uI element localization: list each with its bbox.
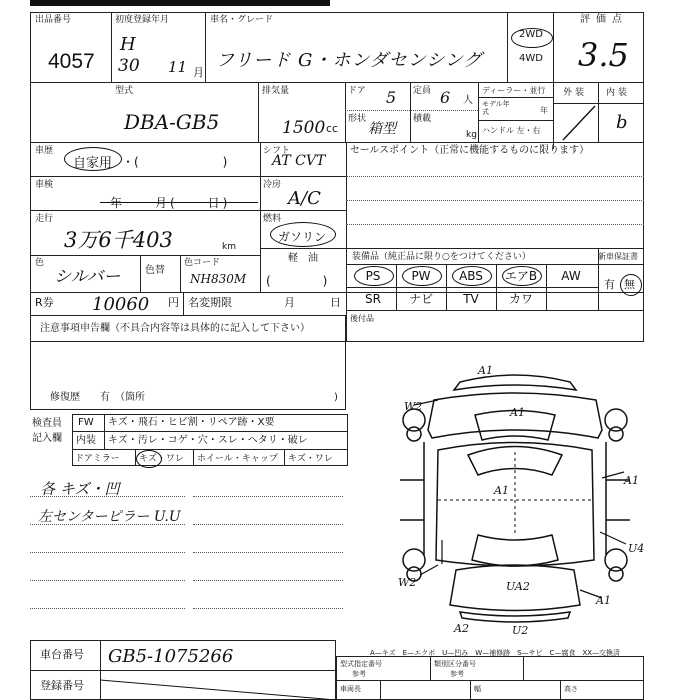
inspector-label-1: 検査員 [32, 418, 62, 429]
equipment-item-circle [502, 266, 542, 286]
inspector-row1-tag: FW [78, 417, 94, 428]
mileage-value: 3万6千403 [64, 228, 173, 252]
recycle-label: R券 [35, 296, 54, 309]
equipment-divider [496, 264, 497, 310]
length-label: 車両長 [340, 685, 361, 693]
handwritten-note-1: 各 キズ・凹 [40, 480, 120, 498]
shift-label: シフト [263, 146, 291, 156]
exterior-grade-slash [555, 104, 599, 142]
equipment-item-circle [354, 266, 394, 286]
usage-value[interactable]: 自家用 [73, 156, 113, 171]
chassis-label: 車台番号 [40, 648, 84, 661]
equipment-divider [446, 264, 447, 310]
shift-value: AT CVT [272, 153, 326, 169]
doors-label: ドア [348, 86, 366, 96]
inspection-value: 年 月( 日) [110, 196, 231, 210]
reg-no-strike [100, 670, 336, 700]
inspector-row3-a: ドアミラー [75, 454, 120, 464]
interior-grade: b [616, 112, 628, 133]
damage-mark: UA2 [506, 580, 530, 593]
equipment-item[interactable]: PS [365, 269, 381, 283]
warranty-yes[interactable]: 有 [604, 278, 615, 291]
usage-blank: ・( ) [122, 155, 228, 169]
equipment-item[interactable]: TV [463, 292, 479, 306]
capacity-unit: 人 [463, 95, 473, 106]
reg-era: H [120, 34, 136, 55]
body-value: 箱型 [368, 121, 396, 137]
score-label: 評価点 [580, 14, 628, 25]
type-cert-ref: 参考 [352, 670, 366, 678]
new-warranty-label: 新車保証書 [598, 252, 638, 261]
inspection-label: 車検 [35, 180, 54, 190]
damage-mark: W2 [398, 576, 417, 589]
mileage-unit: km [222, 242, 236, 252]
equipment-item-circle [452, 266, 492, 286]
damage-mark: W2 [404, 400, 423, 413]
width-label: 幅 [474, 685, 481, 693]
capacity-label: 定員 [413, 86, 432, 96]
damage-mark: A2 [454, 622, 469, 635]
fuel-value[interactable]: ガソリン [278, 230, 327, 244]
drive-4wd-label: 4WD [519, 53, 543, 64]
height-label: 高さ [564, 685, 578, 693]
equipment-item-circle [402, 266, 442, 286]
model-year-label: モデル年式 [482, 100, 510, 116]
damage-mark: A1 [478, 364, 493, 377]
model-name-label: 車名・グレード [210, 15, 274, 25]
sales-point-label: セールスポイント（正常に機能するものに限ります） [350, 145, 590, 156]
reg-year: 30 [118, 56, 140, 76]
damage-mark: U2 [512, 624, 529, 637]
body-label: 形状 [348, 114, 367, 124]
first-reg-label: 初度登録年月 [115, 15, 170, 25]
ac-label: 冷房 [263, 180, 282, 190]
score-value: 3.5 [578, 36, 629, 74]
damage-mark: A1 [510, 406, 525, 419]
inspector-label-2: 記入欄 [32, 433, 62, 444]
displacement-unit: cc [326, 122, 339, 135]
equipment-item[interactable]: ナビ [408, 292, 433, 306]
repair-close: ) [334, 392, 338, 403]
drive-2wd-label: 2WD [519, 29, 543, 40]
header-strip [30, 0, 330, 6]
reg-month-unit: 月 [193, 66, 204, 79]
inspector-row1-text: キズ・飛石・ヒビ割・リペア跡・X要 [108, 417, 275, 428]
reg-no-label: 登録番号 [40, 679, 84, 692]
equipment-item[interactable]: PW [411, 269, 431, 283]
aftermarket-label: 後付品 [350, 314, 374, 323]
displacement-label: 排気量 [262, 86, 290, 96]
spec-footer-frame [336, 656, 644, 700]
chassis-value: GB5-1075266 [108, 646, 234, 667]
warranty-no[interactable]: 無 [624, 278, 635, 291]
color-label: 色 [35, 258, 45, 268]
color-code-value: NH830M [190, 272, 247, 286]
equipment-item[interactable]: エアB [504, 269, 538, 283]
expiry-month: 月 [284, 296, 295, 309]
recycle-value: 10060 [92, 294, 150, 315]
inspector-row3-c: ホイール・キャップ [197, 454, 278, 464]
doors-value: 5 [386, 88, 397, 107]
handle-label: ハンドル 左・右 [482, 126, 541, 135]
class-label: 類別区分番号 [434, 660, 476, 668]
recycle-unit: 円 [168, 296, 179, 309]
inspector-row2-text: キズ・汚レ・コゲ・穴・スレ・ヘタリ・破レ [108, 435, 308, 446]
usage-circle [64, 147, 122, 171]
equipment-item[interactable]: ABS [459, 269, 483, 283]
equipment-divider [546, 264, 547, 310]
type-cert-label: 型式指定番号 [340, 660, 382, 668]
interior-label: 内装 [606, 88, 631, 98]
inspector-row3-d: キズ・ワレ [288, 454, 333, 464]
color-value: シルバー [54, 267, 121, 287]
model-year-unit: 年 [540, 106, 548, 115]
damage-mark: A1 [624, 474, 639, 487]
drive-4wd[interactable] [510, 52, 552, 70]
model-name: フリード G・ホンダセンシング [216, 50, 483, 71]
capacity-value: 6 [440, 88, 451, 107]
damage-mark: A1 [596, 594, 611, 607]
class-ref: 参考 [450, 670, 464, 678]
dealer-label: ディーラー・並行 [482, 86, 546, 95]
damage-legend: A—キズ E—エクボ U—凹み W—補修跡 S—サビ C—腐食 XX—交換済 [370, 649, 621, 657]
usage-label: 車歴 [35, 146, 54, 156]
damage-mark: A1 [494, 484, 509, 497]
exterior-label: 外装 [563, 88, 588, 98]
fuel-label: 燃料 [263, 214, 282, 224]
displacement-value: 1500 [282, 118, 326, 138]
oil-label: 軽 油 [288, 253, 318, 264]
equipment-item[interactable]: AW [561, 269, 581, 283]
warranty-no-circle [620, 274, 642, 296]
equipment-label: 装備品（純正品に限り○をつけてください） [352, 252, 531, 262]
expiry-day: 日 [330, 296, 341, 309]
damage-mark: U4 [628, 542, 645, 555]
expiry-label: 名変期限 [188, 296, 232, 309]
type-label: 型式 [115, 86, 134, 96]
equipment-item[interactable]: SR [365, 292, 381, 306]
lot-label: 出品番号 [35, 15, 72, 25]
reg-month: 11 [168, 58, 188, 76]
lot-number: 4057 [48, 50, 95, 73]
oil-blank: ( ) [266, 274, 332, 288]
fuel-circle [270, 222, 336, 247]
equipment-item[interactable]: カワ [508, 292, 533, 306]
ac-value: A/C [288, 188, 321, 209]
inspection-strike [100, 202, 258, 203]
load-unit: kg [466, 130, 477, 140]
handwritten-note-2: 左センターピラー U.U [38, 509, 181, 525]
mileage-label: 走行 [35, 214, 54, 224]
repair-label: 修復歴 有 （箇所 [50, 392, 145, 403]
drive-2wd-circle [511, 28, 553, 48]
color-change-label: 色替 [145, 265, 165, 276]
mirror-scratch-circle [136, 450, 162, 468]
inspector-row2-tag: 内装 [76, 435, 96, 446]
load-label: 積載 [413, 114, 432, 124]
equipment-divider [396, 264, 397, 310]
type-value: DBA-GB5 [124, 110, 220, 134]
declaration-label: 注意事項申告欄（不具合内容等は具体的に記入して下さい） [40, 323, 310, 334]
inspector-row3-b: キズ・ワレ [139, 454, 184, 464]
color-code-label: 色コード [184, 258, 221, 268]
